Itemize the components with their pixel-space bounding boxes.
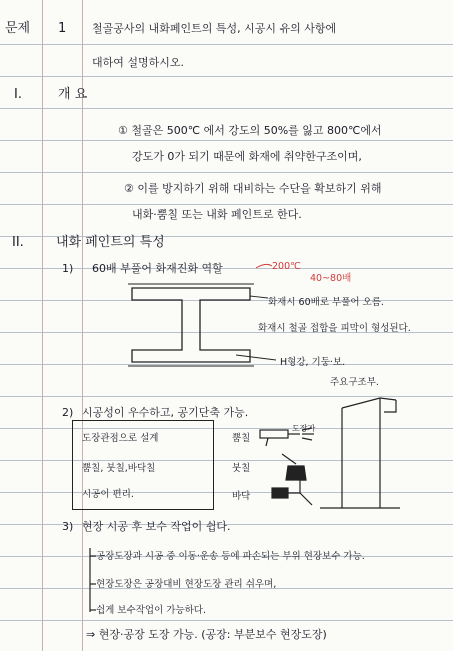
method-spray-tag: 도장가 bbox=[292, 424, 316, 433]
point-1-temperature: 200℃ bbox=[272, 261, 301, 272]
box-line-1: 도장관점으로 설계 bbox=[82, 433, 159, 444]
question-line-1: 철골공사의 내화페인트의 특성, 시공시 유의 사항에 bbox=[92, 22, 337, 35]
point-2-title: 시공성이 우수하고, 공기단축 가능. bbox=[82, 406, 249, 419]
section-1-item-1-line-1: ① 철골은 500℃ 에서 강도의 50%를 잃고 800℃에서 bbox=[118, 124, 382, 137]
method-roller-label: 바닥 bbox=[232, 491, 251, 502]
question-line-2: 대하여 설명하시오. bbox=[92, 56, 185, 69]
point-3-title: 현장 시공 후 보수 작업이 쉽다. bbox=[82, 520, 231, 533]
brush-icon bbox=[282, 454, 306, 480]
spray-gun-icon bbox=[260, 428, 314, 446]
problem-number: 1 bbox=[58, 21, 67, 36]
point-1-title: 60배 부풀어 화재진화 역할 bbox=[92, 262, 223, 275]
section-1-item-1-line-2: 강도가 0가 되기 때문에 화재에 취약한구조이며, bbox=[132, 150, 362, 163]
point-2-number: 2) bbox=[62, 406, 74, 419]
section-1-item-2-line-1: ② 이를 방지하기 위해 대비하는 수단을 확보하기 위해 bbox=[124, 182, 382, 195]
point-3-bullet-1: 공장도장과 시공 중 이동·운송 등에 파손되는 부위 현장보수 가능. bbox=[96, 551, 365, 562]
problem-label: 문제 bbox=[5, 21, 31, 36]
point-1-number: 1) bbox=[62, 262, 74, 275]
point-3-bullet-2: 현장도장은 공장대비 현장도장 관리 쉬우며, bbox=[96, 579, 277, 590]
method-spray-label: 뿜칠 bbox=[232, 433, 251, 444]
bullet-bracket bbox=[90, 548, 96, 612]
point-1-note-1: 화재시 60배로 부풀어 오름. bbox=[268, 297, 384, 308]
point-3-summary: ⇒ 현장·공장 도장 가능. (공장: 부분보수 현장도장) bbox=[86, 628, 327, 641]
point-1-expansion-ratio: 40~80배 bbox=[310, 273, 352, 284]
section-1-roman: I. bbox=[14, 87, 22, 102]
section-1-title: 개 요 bbox=[58, 87, 88, 102]
section-2-title: 내화 페인트의 특성 bbox=[56, 235, 165, 250]
section-2-roman: II. bbox=[12, 235, 24, 250]
wall-sketch bbox=[320, 398, 400, 508]
box-line-2: 뿜칠, 붓칠,바닥칠 bbox=[82, 463, 156, 474]
box-line-3: 시공이 편리. bbox=[82, 489, 134, 500]
point-3-number: 3) bbox=[62, 520, 74, 533]
section-1-item-2-line-2: 내화·뿜칠 또는 내화 페인트로 한다. bbox=[132, 208, 302, 221]
roller-icon bbox=[272, 480, 312, 505]
h-beam-sketch bbox=[128, 284, 276, 366]
method-brush-label: 붓칠 bbox=[232, 463, 251, 474]
point-1-note-4: 주요구조부. bbox=[330, 377, 379, 388]
point-1-note-3: H형강, 기둥·보. bbox=[280, 357, 346, 368]
red-arrow-mark bbox=[256, 264, 272, 268]
point-1-note-2: 화재시 철골 접합을 피막이 형성된다. bbox=[258, 323, 411, 334]
point-3-bullet-3: 쉽게 보수작업이 가능하다. bbox=[96, 605, 207, 616]
